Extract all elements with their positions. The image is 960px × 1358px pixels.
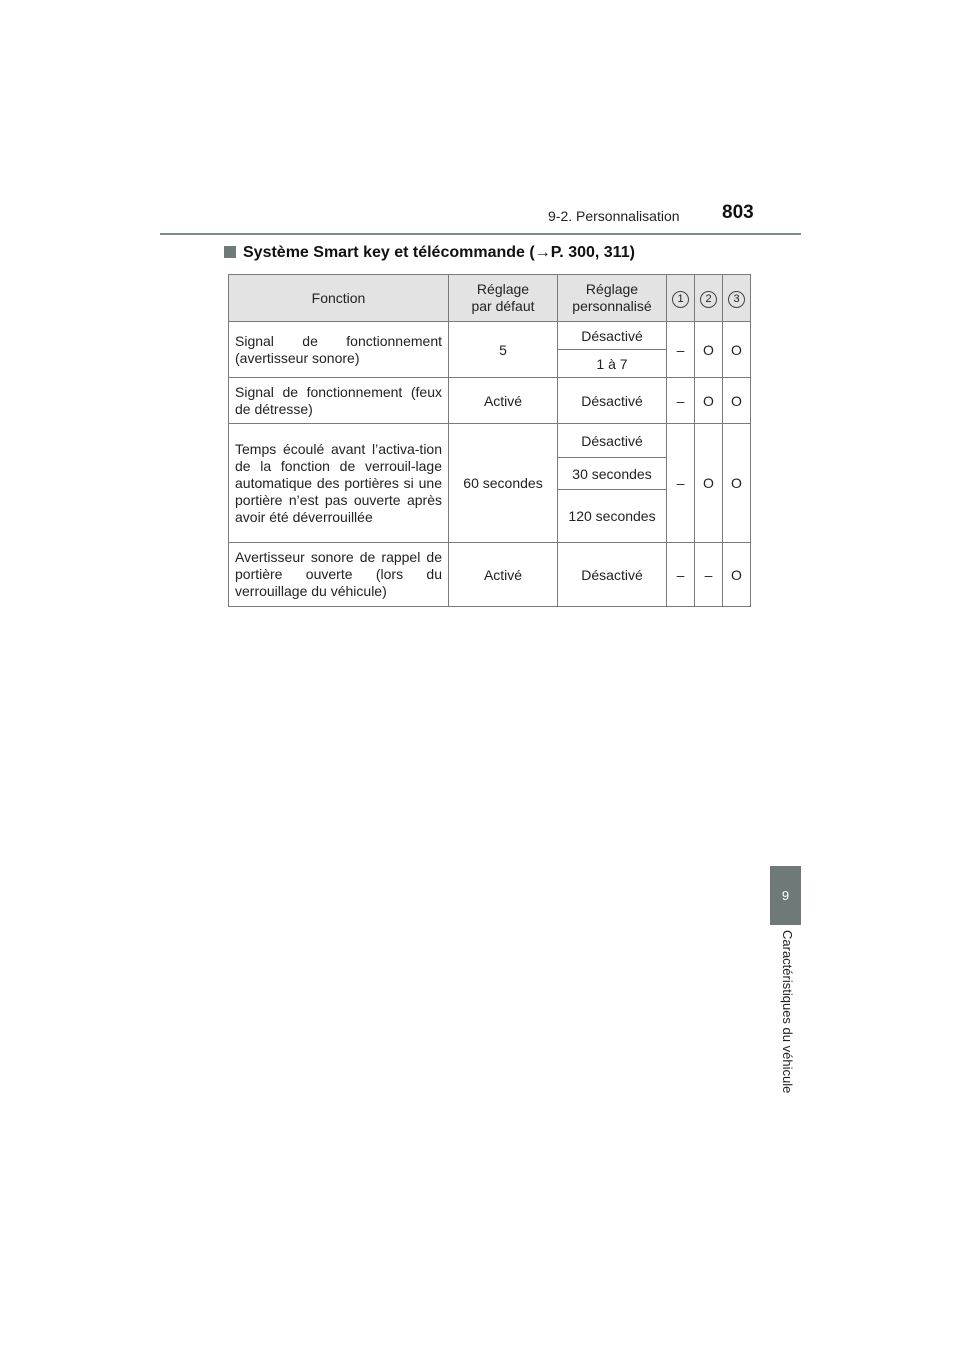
header-function: Fonction — [229, 275, 449, 322]
custom-cell: 30 secondes — [558, 458, 667, 490]
settings-table — [228, 274, 751, 607]
section-heading-title: Système Smart key et télécommande ( — [243, 244, 535, 261]
page-number: 803 — [722, 202, 754, 223]
method-1-cell: – — [667, 378, 695, 424]
method-2-cell: – — [695, 543, 723, 607]
method-1-cell: – — [667, 322, 695, 378]
default-cell: Activé — [449, 378, 558, 424]
table-row — [229, 424, 751, 458]
method-2-cell: O — [695, 322, 723, 378]
header-method-1 — [667, 275, 695, 322]
function-cell: Signal de fonctionnement (feux de détresse) — [229, 378, 449, 424]
circled-number-2-icon: 2 — [700, 291, 717, 308]
table-row — [229, 322, 751, 350]
function-cell: Signal de fonctionnement (avertisseur sonore) — [229, 322, 449, 378]
method-1-cell: – — [667, 543, 695, 607]
default-cell: Activé — [449, 543, 558, 607]
method-3-cell: O — [723, 322, 751, 378]
custom-cell: Désactivé — [558, 322, 667, 350]
function-cell: Avertisseur sonore de rappel de portière ouverte (lors du verrouillage du véhicule) — [229, 543, 449, 607]
section-heading-ref: P. 300, 311) — [550, 244, 635, 261]
method-3-cell: O — [723, 543, 751, 607]
circled-number-3-icon: 3 — [728, 291, 745, 308]
running-header-section: 9-2. Personnalisation — [548, 208, 680, 224]
header-method-2 — [695, 275, 723, 322]
method-3-cell: O — [723, 378, 751, 424]
method-2-cell: O — [695, 424, 723, 543]
header-custom-setting: Réglage personnalisé — [558, 275, 667, 322]
section-heading — [224, 244, 635, 262]
chapter-tab: 9 — [770, 866, 801, 925]
method-3-cell: O — [723, 424, 751, 543]
right-arrow-icon: → — [534, 244, 551, 261]
table-row — [229, 378, 751, 424]
custom-cell: Désactivé — [558, 424, 667, 458]
table-header-row — [229, 275, 751, 322]
function-cell: Temps écoulé avant l’activa-tion de la fonction de verrouil-lage automatique des portières si une portière n’est pas ouverte après avoir été déverrouillée — [229, 424, 449, 543]
method-1-cell: – — [667, 424, 695, 543]
custom-cell: 1 à 7 — [558, 350, 667, 378]
custom-cell: Désactivé — [558, 543, 667, 607]
default-cell: 5 — [449, 322, 558, 378]
circled-number-1-icon: 1 — [672, 291, 689, 308]
table-row — [229, 543, 751, 607]
square-bullet-icon — [224, 246, 236, 258]
default-cell: 60 secondes — [449, 424, 558, 543]
chapter-side-label: Caractéristiques du véhicule — [780, 930, 795, 1094]
header-default-setting: Réglage par défaut — [449, 275, 558, 322]
custom-cell: Désactivé — [558, 378, 667, 424]
header-divider — [160, 233, 801, 235]
header-method-3 — [723, 275, 751, 322]
method-2-cell: O — [695, 378, 723, 424]
custom-cell: 120 secondes — [558, 490, 667, 543]
